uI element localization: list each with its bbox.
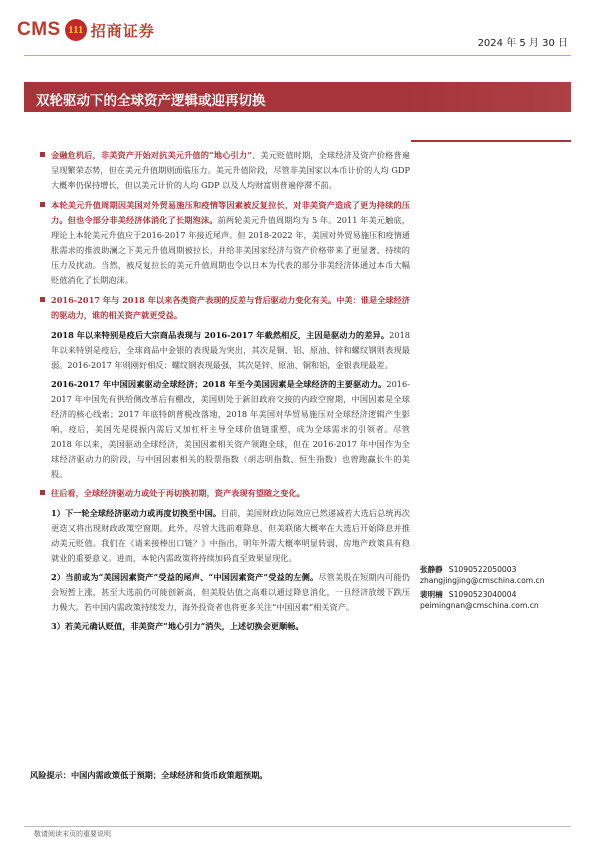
report-date: 2024 年 5 月 30 日	[477, 38, 568, 49]
bullet-icon	[40, 490, 45, 495]
footer-divider	[24, 826, 571, 827]
sidebar-divider	[411, 140, 571, 142]
analyst-email[interactable]: zhangjingjing@cmschina.com.cn	[420, 576, 545, 585]
analyst-info	[420, 564, 580, 614]
summary-paragraph-2: 本轮美元升值周期因美国对外贸易施压和疫情等因素被反复拉长，对非美资产造成了更为持续的压力。但也令部分非美经济体消化了长期泡沫。前两轮美元升值周期均为 5 年。2011 年美元触底，理论上本轮美元升值应于2016-2017 年接近尾声。但 2018-2022 年，美国对外贸易施压和疫情通胀需求的推波助澜之下美元升值周期被拉长，并给非美国家经济与资产价格带来了更显著、持续的压力及扰动。当然，被反复拉长的美元升值周期也令以日本为代表的部分非美经济体通过本币大幅贬值消化了长期泡沫。	[40, 198, 410, 288]
outlook-item-2: 2）当前或为“美国因素资产”受益的尾声、“中国因素资产”受益的左侧。尽管美股在短期内可能仍会短暂上涨，甚至大选前仍可能创新高，但美股估值之高难以通过降息消化，一旦经济放缓下跌压力极大。若中国内需政策持续发力，海外投资者也将更多关注“中国因素”相关资产。	[51, 572, 410, 612]
sub-paragraph-1: 2018 年以来特别是疫后大宗商品表现与 2016-2017 年截然相反，主因是驱动力的差异。2018 年以来特别是疫后，全球商品中金银的表现最为突出，其次是铜、铝、原油、锌和螺纹钢则表现最弱。2016-2017 年则刚好相反：螺纹钢表现最强，其次是锌、原油、铜和铝，金银表现最差。	[51, 330, 410, 370]
logo-cn-text: 招商证券	[90, 21, 155, 40]
bullet-icon	[40, 152, 45, 157]
analyst-row	[420, 564, 580, 575]
bullet-icon	[40, 297, 45, 302]
header-divider	[24, 55, 571, 56]
outlook-item-3: 3）若美元确认贬值，非美资产“地心引力”消失，上述切换会更顺畅。	[51, 621, 304, 631]
risk-warning: 风险提示：中国内需政策低于预期；全球经济和货币政策超预期。	[30, 770, 268, 780]
analyst-row	[420, 589, 580, 600]
report-title: 双轮驱动下的全球资产逻辑或迎再切换	[36, 93, 266, 109]
analyst-email[interactable]: peimingnan@cmschina.com.cn	[420, 601, 539, 610]
report-body	[40, 148, 410, 638]
analyst-name: 张静静	[420, 565, 443, 574]
sub-paragraph-2: 2016-2017 年中国因素驱动全球经济；2018 年至今美国因素是全球经济的主要驱动力。2016-2017 年中国先有供给侧改革后有棚改，美国则处于新旧政府交接的内政空窗期，中国因素是全球经济的核心线索；2017 年底特朗普税改落地，2018 年美国对华贸易施压对全球经济逻辑产生影响，疫后，美国先是提振内需后又加杠杆主导全球价值链重塑，成为全球需求的引领者。尽管 2018 年以来，美国驱动全球经济，美国因素相关资产领跑全球，但在 2016-2017 年中国作为全球经济驱动力的阶段，与中国因素相关的股票指数（胡志明指数、恒生指数）也曾跑赢长牛的美股。	[51, 379, 410, 479]
analyst-id: S1090523040004	[448, 590, 517, 599]
outlook-paragraph: 往后看，全球经济驱动力或处于再切换初期，资产表现有望随之变化。	[40, 486, 410, 501]
cms-logo	[17, 19, 155, 41]
title-band	[24, 82, 571, 112]
outlook-item-1: 1）下一轮全球经济驱动力或再度切换至中国。目前，美国财政边际效应已然递减若大选后总统再次更迭又将出现财政政策空窗期。此外，尽管大选前难降息，但美联储大概率在大选后开始降息并推动美元贬值。我们在《请来接棒出口链？》中指出，明年外需大概率明显转弱，房地产政策具有稳就业的重要意义。进而，本轮内需政策将持续加码直至效果显现化。	[51, 508, 410, 563]
logo-mark-icon: 111	[65, 19, 87, 41]
footer-disclaimer: 敬请阅读末页的重要说明	[34, 830, 111, 838]
analyst-name: 裴明楠	[420, 590, 443, 599]
bullet-icon	[40, 202, 45, 207]
summary-paragraph-3: 2016-2017 年与 2018 年以来各类资产表现的反差与背后驱动力变化有关。中美：谁是全球经济的驱动力，谁的相关资产就更受益。	[40, 293, 410, 323]
analyst-id: S1090522050003	[448, 565, 517, 574]
summary-paragraph-1: 金融危机后，非美资产开始对抗美元升值的“地心引力”、美元贬值时期，全球经济及资产价格普遍呈现繁荣态势，但在美元升值期则面临压力。美元升值阶段，尽管非美国家以本币计价的人均 GDP 大概率仍保持增长，但以美元计价的人均 GDP 以及人均财富则普遍停滞不前。	[40, 148, 410, 193]
page-header	[0, 0, 595, 60]
logo-cms-text: CMS	[17, 19, 61, 40]
title-decoration	[391, 82, 571, 112]
